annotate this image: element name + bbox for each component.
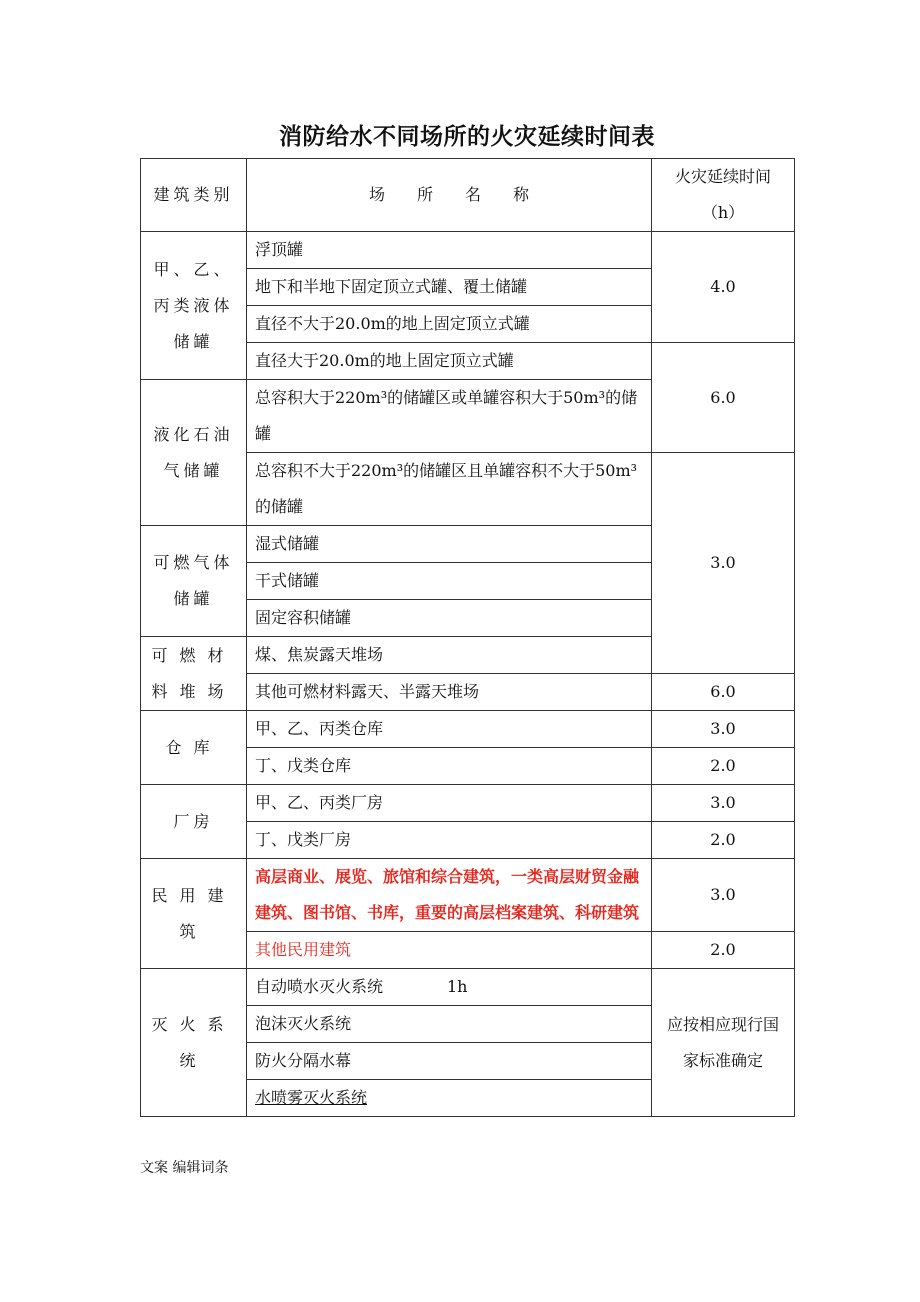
table-row bbox=[141, 859, 795, 932]
category-lpg: 液化石油气储罐 bbox=[141, 380, 247, 526]
place-cell: 浮顶罐 bbox=[247, 232, 652, 269]
category-material: 可燃材料堆场 bbox=[141, 637, 247, 711]
duration-cell: 3.0 bbox=[652, 453, 795, 674]
footer-note: 文案 编辑词条 bbox=[140, 1160, 229, 1176]
place-cell: 固定容积储罐 bbox=[247, 600, 652, 637]
table-row bbox=[141, 711, 795, 748]
water-spray-link[interactable]: 水喷雾灭火系统 bbox=[255, 1088, 368, 1107]
duration-cell: 2.0 bbox=[652, 932, 795, 969]
place-cell: 总容积不大于220m³的储罐区且单罐容积不大于50m³的储罐 bbox=[247, 453, 652, 526]
duration-cell: 2.0 bbox=[652, 748, 795, 785]
duration-cell: 应按相应现行国家标准确定 bbox=[652, 969, 795, 1117]
place-cell: 干式储罐 bbox=[247, 563, 652, 600]
header-place: 场 所 名 称 bbox=[247, 159, 652, 232]
place-cell-highlight: 高层商业、展览、旅馆和综合建筑，一类高层财贸金融建筑、图书馆、书库，重要的高层档案建筑、科研建筑 bbox=[247, 859, 652, 932]
header-category: 建筑类别 bbox=[141, 159, 247, 232]
page-title: 消防给水不同场所的火灾延续时间表 bbox=[279, 124, 655, 150]
category-gas: 可燃气体储罐 bbox=[141, 526, 247, 637]
place-cell-highlight: 其他民用建筑 bbox=[247, 932, 652, 969]
duration-cell: 2.0 bbox=[652, 822, 795, 859]
place-cell: 泡沫灭火系统 bbox=[247, 1006, 652, 1043]
category-factory: 厂房 bbox=[141, 785, 247, 859]
place-cell: 其他可燃材料露天、半露天堆场 bbox=[247, 674, 652, 711]
table-row bbox=[141, 785, 795, 822]
duration-cell: 6.0 bbox=[652, 343, 795, 453]
category-system: 灭火系统 bbox=[141, 969, 247, 1117]
category-warehouse: 仓库 bbox=[141, 711, 247, 785]
place-cell: 丁、戊类厂房 bbox=[247, 822, 652, 859]
duration-cell: 6.0 bbox=[652, 674, 795, 711]
duration-cell: 3.0 bbox=[652, 711, 795, 748]
place-cell: 自动喷水灭火系统 1h bbox=[247, 969, 652, 1006]
duration-cell: 3.0 bbox=[652, 785, 795, 822]
table-header-row bbox=[141, 159, 795, 232]
place-cell: 地下和半地下固定顶立式罐、覆土储罐 bbox=[247, 269, 652, 306]
place-cell: 甲、乙、丙类仓库 bbox=[247, 711, 652, 748]
place-cell: 防火分隔水幕 bbox=[247, 1043, 652, 1080]
category-liquid: 甲、乙、丙类液体储罐 bbox=[141, 232, 247, 380]
place-cell: 总容积大于220m³的储罐区或单罐容积大于50m³的储罐 bbox=[247, 380, 652, 453]
place-cell: 丁、戊类仓库 bbox=[247, 748, 652, 785]
table-row bbox=[141, 969, 795, 1006]
place-cell: 湿式储罐 bbox=[247, 526, 652, 563]
fire-duration-table bbox=[140, 158, 795, 1117]
duration-cell: 4.0 bbox=[652, 232, 795, 343]
header-duration: 火灾延续时间（h） bbox=[652, 159, 795, 232]
table-row bbox=[141, 232, 795, 269]
category-civil: 民用建筑 bbox=[141, 859, 247, 969]
place-cell: 煤、焦炭露天堆场 bbox=[247, 637, 652, 674]
place-cell: 直径大于20.0m的地上固定顶立式罐 bbox=[247, 343, 652, 380]
duration-cell: 3.0 bbox=[652, 859, 795, 932]
place-cell: 甲、乙、丙类厂房 bbox=[247, 785, 652, 822]
place-cell: 直径不大于20.0m的地上固定顶立式罐 bbox=[247, 306, 652, 343]
place-cell-link[interactable] bbox=[247, 1080, 652, 1117]
